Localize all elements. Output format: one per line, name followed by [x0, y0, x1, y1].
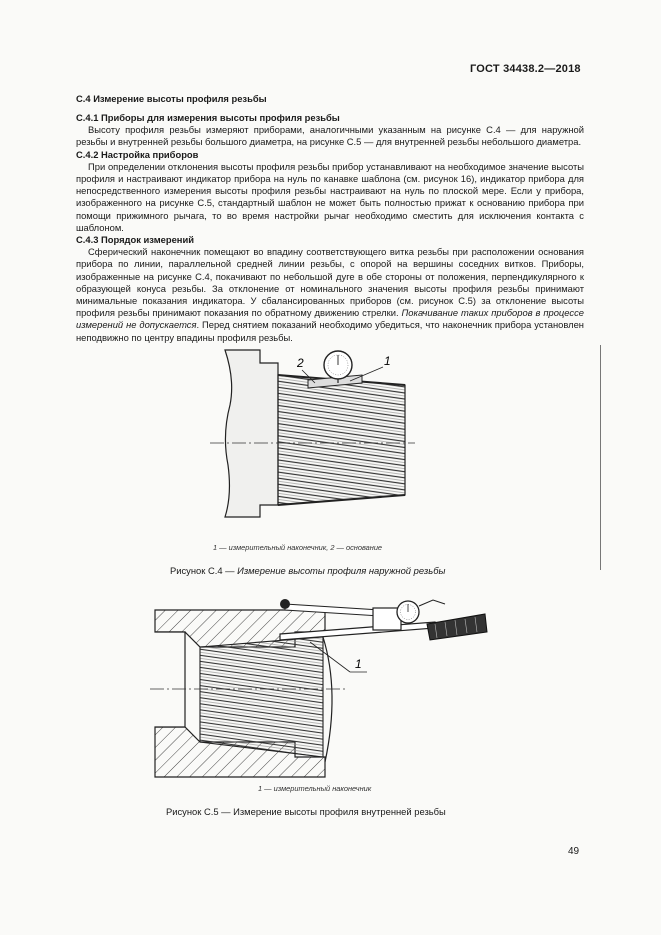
paragraph-c41: Высоту профиля резьбы измеряют приборами, аналогичными указанным на рисунке С.4 — для наружной резьбы и внутренней резьбы большого диаметра, на рисунке С.5 — для внутренней резьбы небольшого диаметра.: [76, 124, 584, 148]
figure-c5-legend: 1 — измерительный наконечник: [258, 784, 372, 793]
figure-c5-caption: Рисунок С.5 — Измерение высоты профиля внутренней резьбы: [166, 806, 446, 817]
paragraph-c42: При определении отклонения высоты профиля резьбы прибор устанавливают на необходимое значение высоты профиля и настраивают индикатор прибора на нуль по канавке шаблона (см. рисунок 16), индикатор прибора для непосредственного измерения высоты профиля резьбы настраивают на нуль по плоской мере. Если у прибора, изображенного на рисунке С.5, стандартный шаблон не может быть полностью прижат к основанию прибора при помощи прижимного рычага, то во время настройки рычаг необходимо сместить для исключения контакта с шаблоном.: [76, 160, 584, 233]
figure-c4-callout-2: 2: [297, 356, 304, 370]
page-number: 49: [568, 846, 580, 857]
heading-c41: C.4.1 Приборы для измерения высоты профиля резьбы: [76, 112, 340, 123]
figure-c5-drawing: [145, 592, 490, 784]
paragraph-c43-part-a: Сферический наконечник помещают во впадину соответствующего витка резьбы при расположении основания прибора по линии, параллельной средней линии резьбы, с опорой на вершины соседних витков. Приборы, изображенные на рисунке С.4, покачивают по небольшой дуге в обе стороны от положения, перпендикулярного к образующей конуса резьбы. За отклонение от номинального значения высоты профиля резьбы принимают минимальные показания индикатора. У сбалансированных приборов (см. рисунок С.5) за отклонение высоты профиля резьбы принимают показания по обратному движению стрелки.: [76, 246, 584, 319]
leader-line-1: [350, 367, 383, 381]
heading-c43: C.4.3 Порядок измерений: [76, 234, 194, 246]
figure-c4-caption-title: Измерение высоты профиля наружной резьбы: [237, 565, 446, 576]
paragraph-c43-italic: Покачивание таких приборов в процессе измерений не допускается: [76, 307, 584, 331]
figure-c4-caption: [170, 565, 445, 576]
figure-c5-callout-1: 1: [355, 657, 362, 671]
part-body-shape: [225, 350, 278, 517]
internal-thread-shape: [200, 637, 323, 757]
figure-c4-caption-prefix: Рисунок С.4 —: [170, 565, 238, 576]
heading-c42: C.4.2 Настройка приборов: [76, 148, 199, 160]
lever-knob-icon: [280, 599, 290, 609]
section-c4-title: [76, 93, 584, 105]
knurled-handle: [427, 614, 487, 640]
figure-c4-callout-1: 1: [384, 354, 391, 368]
external-thread-shape: [278, 375, 405, 505]
margin-rule: [600, 345, 601, 570]
heading-c4: C.4 Измерение высоты профиля резьбы: [76, 93, 267, 104]
paragraph-c43: [76, 246, 584, 344]
figure-c4-legend: 1 — измерительный наконечник, 2 — основание: [213, 543, 383, 552]
paragraph-c43-part-b: . Перед снятием показаний необходимо убедиться, что наконечник прибора установлен неподвижно по центру впадины профиля резьбы.: [76, 319, 584, 343]
figure-c4-drawing: [200, 345, 420, 540]
standard-number: ГОСТ 34438.2—2018: [470, 63, 581, 75]
section-c41: [76, 112, 584, 344]
indicator-arm: [419, 600, 445, 606]
